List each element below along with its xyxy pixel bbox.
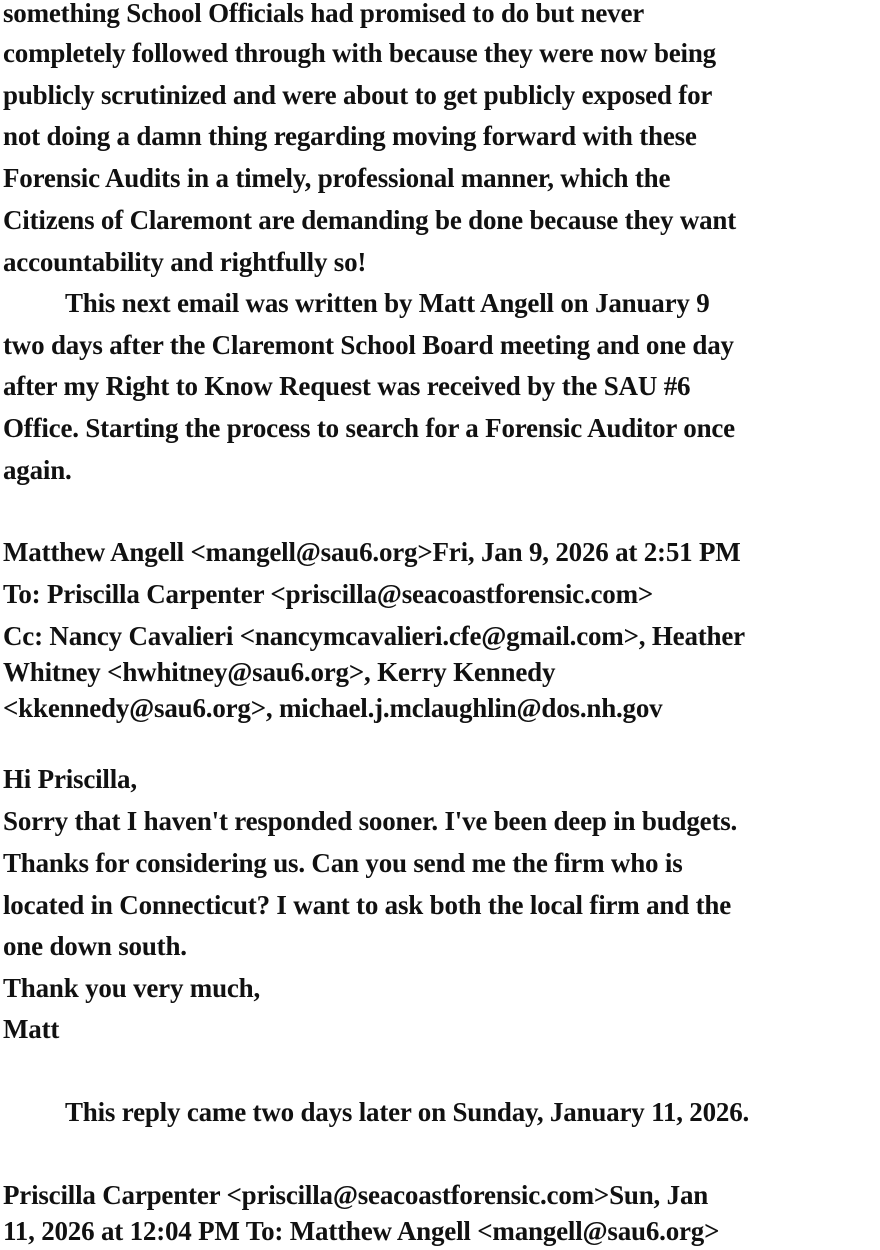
text-line: accountability and rightfully so! — [3, 247, 367, 277]
text-line: after my Right to Know Request was received by the SAU #6 — [3, 371, 691, 401]
text-line: again. — [3, 455, 72, 485]
email-greeting: Hi Priscilla, — [3, 764, 137, 794]
reply-note: This reply came two days later on Sunday, January 11, 2026. — [65, 1097, 750, 1127]
email-to-line: 11, 2026 at 12:04 PM To: Matthew Angell <mangell@sau6.org> — [3, 1216, 720, 1246]
email-from-line: Priscilla Carpenter <priscilla@seacoastforensic.com>Sun, Jan — [3, 1180, 709, 1210]
text-line: Sorry that I haven't responded sooner. I've been deep in budgets. — [3, 806, 738, 836]
text-line: publicly scrutinized and were about to get publicly exposed for — [3, 80, 713, 110]
email-cc-line: Cc: Nancy Cavalieri <nancymcavalieri.cfe@gmail.com>, Heather — [3, 621, 745, 651]
text-line: completely followed through with because they were now being — [3, 38, 716, 68]
email-closing: Thank you very much, — [3, 973, 261, 1003]
text-line: not doing a damn thing regarding moving forward with these — [3, 121, 697, 151]
text-line: something School Officials had promised to do but never — [3, 0, 645, 28]
text-line: Forensic Audits in a timely, professional manner, which the — [3, 163, 671, 193]
text-line: Office. Starting the process to search for a Forensic Auditor once — [3, 413, 735, 443]
text-line: two days after the Claremont School Board meeting and one day — [3, 330, 734, 360]
text-line: Thanks for considering us. Can you send me the firm who is — [3, 848, 683, 878]
email-from-line: Matthew Angell <mangell@sau6.org>Fri, Jan 9, 2026 at 2:51 PM — [3, 537, 741, 567]
email-cc-line: Whitney <hwhitney@sau6.org>, Kerry Kennedy — [3, 657, 556, 687]
email-cc-line: <kkennedy@sau6.org>, michael.j.mclaughlin@dos.nh.gov — [3, 693, 663, 723]
text-line: This next email was written by Matt Angell on January 9 — [65, 288, 710, 318]
text-line: located in Connecticut? I want to ask both the local firm and the — [3, 890, 731, 920]
email-to-line: To: Priscilla Carpenter <priscilla@seacoastforensic.com> — [3, 579, 654, 609]
text-line: Citizens of Claremont are demanding be done because they want — [3, 205, 737, 235]
email-signature: Matt — [3, 1014, 60, 1044]
text-line: one down south. — [3, 931, 187, 961]
